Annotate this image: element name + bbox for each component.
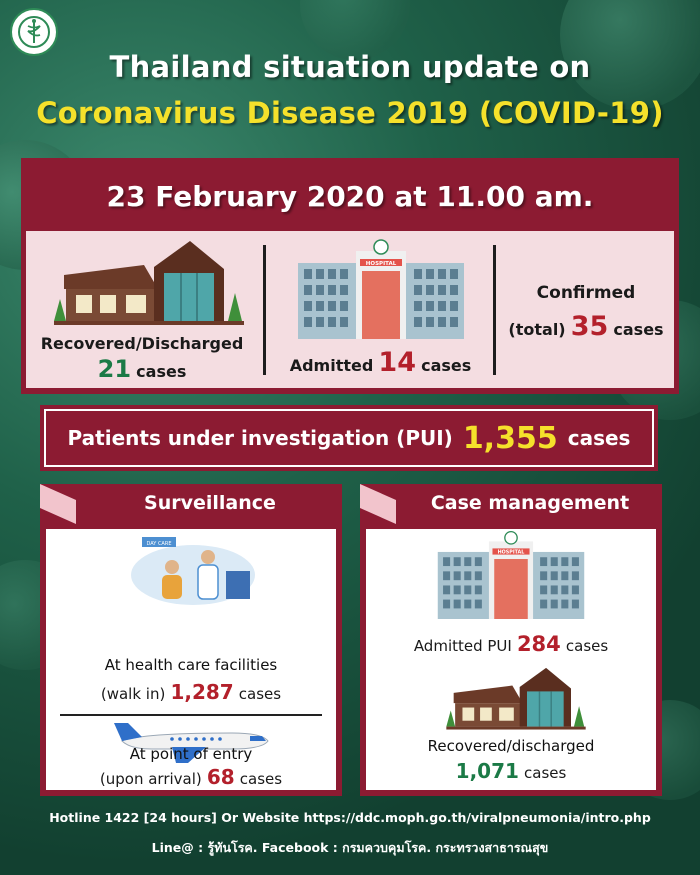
recovered-label: Recovered/Discharged xyxy=(40,334,244,353)
corner-tab xyxy=(360,484,396,524)
pui-bar xyxy=(40,405,658,471)
report-date: 23 February 2020 at 11.00 am. xyxy=(106,180,594,213)
entry-value: 68 xyxy=(206,765,235,789)
admitted-pui-unit: cases xyxy=(565,637,609,655)
confirmed-line xyxy=(498,311,674,342)
entry-prefix: (upon arrival) xyxy=(99,770,202,788)
page-title-line2: Coronavirus Disease 2019 (COVID-19) xyxy=(36,96,664,130)
cm-recovered-unit: cases xyxy=(524,764,567,782)
clinic-icon xyxy=(128,533,258,605)
hospital-icon xyxy=(296,237,466,339)
confirmed-prefix: (total) xyxy=(508,320,566,339)
house-icon xyxy=(54,237,244,327)
situation-panel xyxy=(21,158,679,394)
case-management-title: Case management xyxy=(430,492,630,514)
facilities-unit: cases xyxy=(238,685,282,703)
cm-recovered-line xyxy=(366,759,656,783)
svg-text:HOSPITAL: HOSPITAL xyxy=(497,549,525,556)
facilities-line xyxy=(46,680,336,704)
caduceus-icon xyxy=(17,15,51,49)
admitted-value: 14 xyxy=(378,347,416,378)
footer-hotline: Hotline 1422 [24 hours] Or Website https://ddc.moph.go.th/viralpneumonia/intro.php xyxy=(49,810,651,825)
entry-line xyxy=(46,765,336,789)
cm-recovered-label: Recovered/discharged xyxy=(427,737,595,755)
corner-tab xyxy=(40,484,76,524)
pui-unit: cases xyxy=(567,426,631,450)
facilities-prefix: (walk in) xyxy=(100,685,166,703)
admitted-pui-value: 284 xyxy=(516,632,561,656)
confirmed-label: Confirmed xyxy=(536,283,636,303)
pui-value: 1,355 xyxy=(462,420,558,456)
recovered-value: 21 xyxy=(97,355,132,383)
page-title-line1: Thailand situation update on xyxy=(109,50,591,84)
case-management-panel xyxy=(360,484,662,796)
recovered-unit: cases xyxy=(136,362,187,381)
admitted-pui-line xyxy=(366,632,656,656)
svg-text:HOSPITAL: HOSPITAL xyxy=(365,261,397,267)
cm-recovered-value: 1,071 xyxy=(455,759,519,783)
stats-box xyxy=(26,231,674,388)
pui-inner xyxy=(44,409,654,467)
surveillance-divider xyxy=(60,714,322,716)
entry-unit: cases xyxy=(239,770,283,788)
confirmed-unit: cases xyxy=(613,320,664,339)
admitted-label: Admitted xyxy=(289,356,374,375)
surveillance-title: Surveillance xyxy=(144,492,276,514)
confirmed-value: 35 xyxy=(570,311,609,342)
ministry-logo xyxy=(10,8,58,56)
surveillance-panel xyxy=(40,484,342,796)
surveillance-content xyxy=(46,529,336,790)
divider-1 xyxy=(263,245,266,375)
pui-label: Patients under investigation (PUI) xyxy=(67,426,453,450)
footer-social: Line@ : รู้ทันโรค. Facebook : กรมควบคุมโรค. กระทรวงสาธารณสุข xyxy=(151,840,549,855)
entry-label: At point of entry xyxy=(129,745,253,763)
facilities-value: 1,287 xyxy=(170,680,234,704)
admitted-line xyxy=(268,347,493,378)
hospital-icon xyxy=(428,529,594,619)
svg-text:DAY CARE: DAY CARE xyxy=(146,541,172,547)
case-management-content xyxy=(366,529,656,790)
house-icon xyxy=(446,665,586,731)
admitted-unit: cases xyxy=(421,356,472,375)
divider-2 xyxy=(493,245,496,375)
recovered-count-line xyxy=(26,355,258,383)
admitted-pui-label: Admitted PUI xyxy=(413,637,512,655)
facilities-label: At health care facilities xyxy=(104,656,278,674)
